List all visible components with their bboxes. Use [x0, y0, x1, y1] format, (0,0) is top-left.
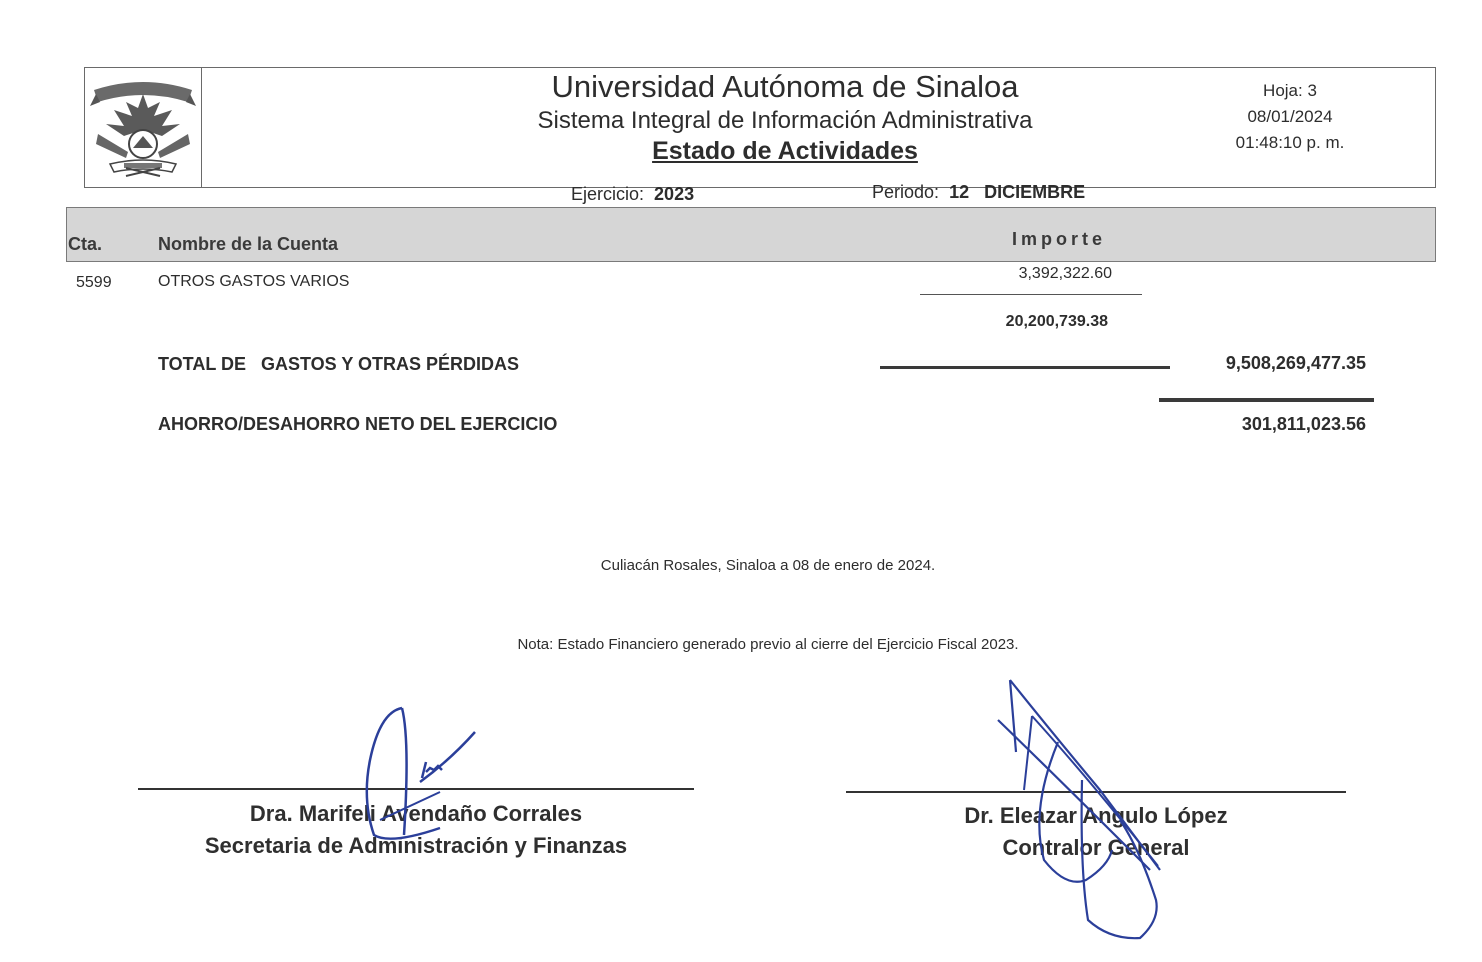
ejercicio	[571, 184, 694, 205]
total-gastos-label: TOTAL DE GASTOS Y OTRAS PÉRDIDAS	[158, 354, 520, 374]
ahorro-amount: 301,811,023.56	[1241, 414, 1366, 434]
periodo	[872, 182, 1085, 203]
logo-box	[84, 67, 202, 188]
signatory-1-title: Secretaria de Administración y Finanzas	[204, 833, 628, 858]
report-date: 08/01/2024	[1247, 107, 1333, 126]
column-header-cta: Cta.	[68, 234, 103, 254]
table-row-nombre: OTROS GASTOS VARIOS	[158, 273, 350, 290]
page-label: Hoja:	[1263, 81, 1303, 100]
ahorro-label: AHORRO/DESAHORRO NETO DEL EJERCICIO	[158, 414, 558, 434]
signatory-1-name: Dra. Marifeli Avendaño Corrales	[249, 801, 583, 826]
signatory-2	[846, 800, 1346, 864]
signatory-1	[138, 798, 694, 862]
column-header-nombre: Nombre de la Cuenta	[158, 234, 339, 254]
total-divider	[880, 366, 1170, 369]
net-divider	[1159, 398, 1374, 402]
total-gastos-amount: 9,508,269,477.35	[1225, 353, 1366, 373]
title-block	[400, 68, 1170, 166]
note: Nota: Estado Financiero generado previo al cierre del Ejercicio Fiscal 2023.	[517, 636, 1019, 653]
university-seal-icon	[88, 72, 198, 184]
report-time: 01:48:10 p. m.	[1235, 133, 1345, 152]
table-row-cta: 5599	[76, 274, 112, 291]
document-title: Estado de Actividades	[652, 137, 918, 165]
signature-line-2	[846, 791, 1346, 793]
page-indicator	[1220, 78, 1360, 104]
page-meta	[1220, 78, 1360, 156]
column-header-importe: Importe	[1012, 229, 1107, 249]
page-number: 3	[1307, 81, 1317, 100]
signatory-2-title: Contralor General	[1002, 835, 1190, 860]
ejercicio-label: Ejercicio:	[571, 184, 645, 204]
periodo-label: Periodo:	[872, 182, 940, 202]
system-name: Sistema Integral de Información Administrativa	[537, 107, 1033, 134]
place-date: Culiacán Rosales, Sinaloa a 08 de enero de 2024.	[600, 557, 936, 574]
subtotal-divider	[920, 294, 1142, 295]
table-row-importe: 3,392,322.60	[1018, 265, 1112, 282]
signatory-2-name: Dr. Eleazar Angulo López	[964, 803, 1228, 828]
ejercicio-value: 2023	[654, 184, 695, 204]
signature-line-1	[138, 788, 694, 790]
subtotal-amount: 20,200,739.38	[1005, 313, 1108, 330]
periodo-number: 12	[949, 182, 970, 202]
periodo-month: DICIEMBRE	[984, 182, 1086, 202]
institution-name: Universidad Autónoma de Sinaloa	[551, 69, 1019, 104]
